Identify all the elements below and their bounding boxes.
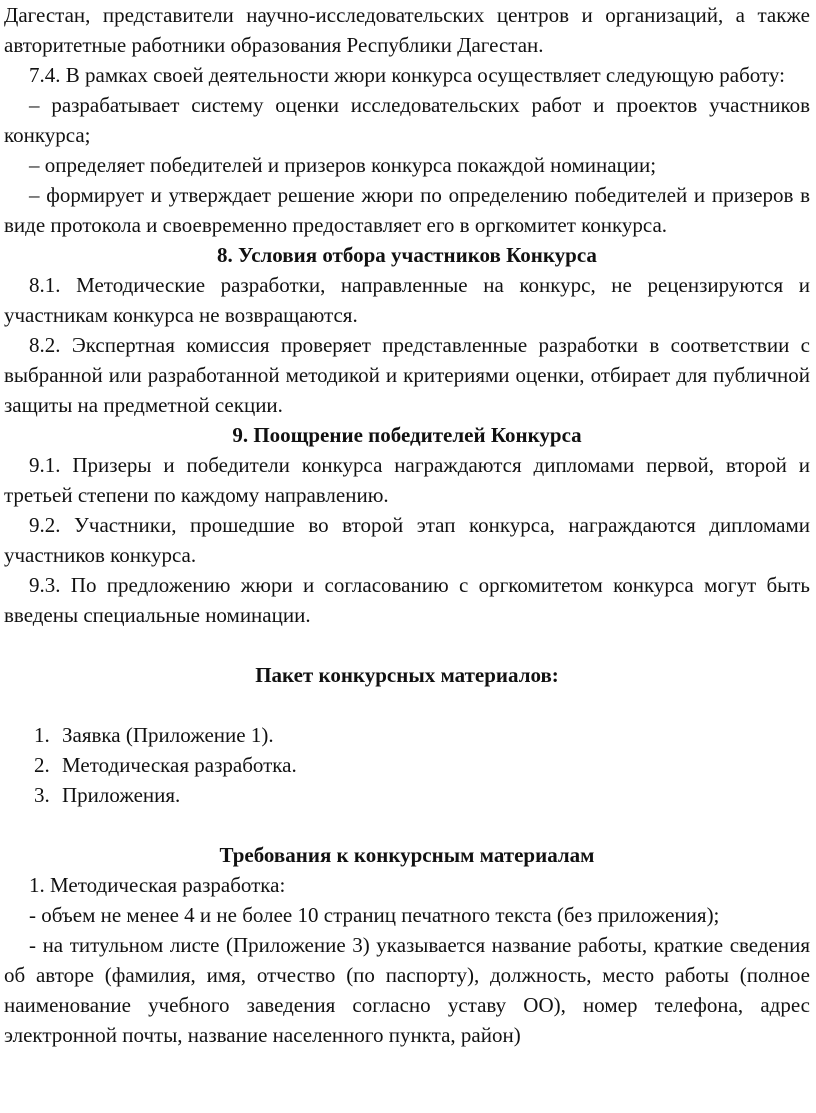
- spacer: [4, 690, 810, 720]
- jury-task-3: – формирует и утверждает решение жюри по определению победителей и призеров в виде протокола и своевременно предоставляет его в оргкомитет конкурса.: [4, 183, 810, 237]
- requirements-heading: Требования к конкурсным материалам: [219, 843, 595, 867]
- package-item-text: Заявка (Приложение 1).: [62, 723, 274, 747]
- paragraph-7-4: 7.4. В рамках своей деятельности жюри конкурса осуществляет следующую работу:: [29, 63, 785, 87]
- requirement-volume: - объем не менее 4 и не более 10 страниц печатного текста (без приложения);: [29, 903, 720, 927]
- section-9-heading: 9. Поощрение победителей Конкурса: [232, 423, 582, 447]
- paragraph-8-1: 8.1. Методические разработки, направленные на конкурс, не рецензируются и участникам конкурса не возвращаются.: [4, 273, 810, 327]
- paragraph-9-2: 9.2. Участники, прошедшие во второй этап конкурса, награждаются дипломами участников конкурса.: [4, 513, 810, 567]
- package-item: [34, 780, 810, 810]
- package-heading: Пакет конкурсных материалов:: [255, 663, 559, 687]
- package-item-text: Приложения.: [62, 783, 181, 807]
- jury-task-2: – определяет победителей и призеров конкурса покаждой номинации;: [29, 153, 657, 177]
- paragraph-8-2: 8.2. Экспертная комиссия проверяет представленные разработки в соответствии с выбранной или разработанной методикой и критериями оценки, отбирает для публичной защиты на предметной секции.: [4, 333, 810, 417]
- requirement-title-page: - на титульном листе (Приложение 3) указывается название работы, краткие сведения об авторе (фамилия, имя, отчество (по паспорту), должность, место работы (полное наименование учебного заведения согласно уставу ОО), номер телефона, адрес электронной почты, название населенного пункта, район): [4, 933, 810, 1047]
- paragraph-intro: Дагестан, представители научно-исследовательских центров и организаций, а также авторитетные работники образования Республики Дагестан.: [4, 3, 810, 57]
- package-item-number: 1.: [34, 723, 50, 747]
- paragraph-9-3: 9.3. По предложению жюри и согласованию с оргкомитетом конкурса могут быть введены специальные номинации.: [4, 573, 810, 627]
- section-8-heading: 8. Условия отбора участников Конкурса: [217, 243, 597, 267]
- package-list: [4, 720, 810, 810]
- package-item: [34, 720, 810, 750]
- package-item: [34, 750, 810, 780]
- package-item-text: Методическая разработка.: [62, 753, 297, 777]
- requirements-item-1: 1. Методическая разработка:: [29, 873, 286, 897]
- paragraph-9-1: 9.1. Призеры и победители конкурса награждаются дипломами первой, второй и третьей степени по каждому направлению.: [4, 453, 810, 507]
- package-item-number: 3.: [34, 783, 50, 807]
- spacer: [4, 630, 810, 660]
- package-item-number: 2.: [34, 753, 50, 777]
- jury-task-1: – разрабатывает систему оценки исследовательских работ и проектов участников конкурса;: [4, 93, 810, 147]
- spacer: [4, 810, 810, 840]
